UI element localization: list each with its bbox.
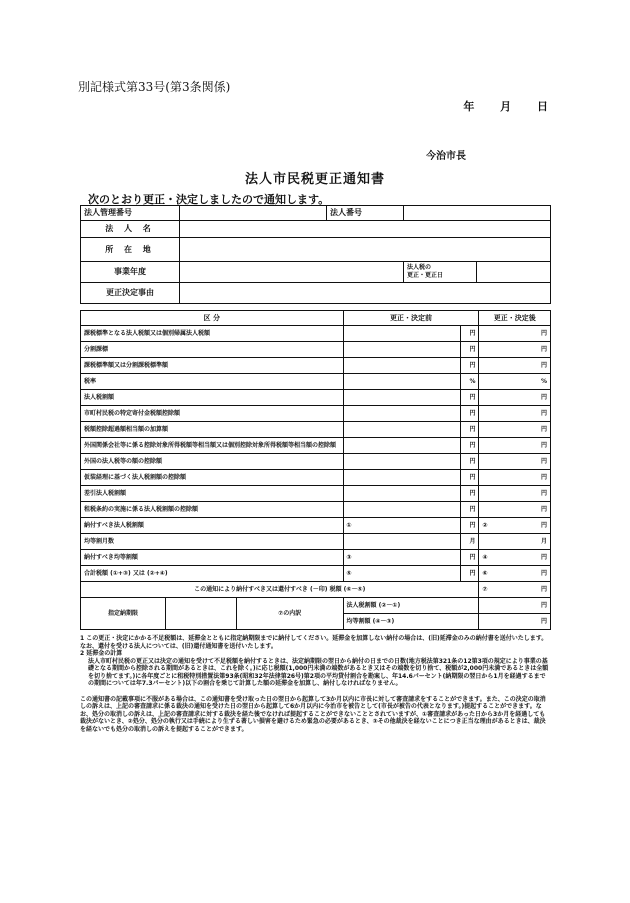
after-value — [479, 470, 551, 486]
row-label: 均等割月数 — [81, 534, 344, 550]
row-label: 外国関係会社等に係る控除対象所得税額等相当額又は個別控除対象所得税額等相当額の控除額 — [81, 438, 344, 454]
corp-name-label: 法 人 名 — [81, 221, 180, 238]
table-row — [81, 454, 551, 470]
row-label: 税率 — [81, 374, 344, 390]
before-value — [343, 326, 460, 342]
table-row — [81, 470, 551, 486]
corp-name-value — [180, 221, 551, 238]
after-value — [479, 406, 551, 422]
before-unit: 円 — [460, 406, 479, 422]
after-value — [479, 390, 551, 406]
table-row — [81, 358, 551, 374]
note-2-body: 法人市町村民税の更正又は決定の通知を受けて不足税額を納付するときは、法定納期限の翌日から納付の日までの日数(地方税法第321条の12第3項の規定により事業の基礎となる期間から控除される期間があるときは、これを除く。)に応じ税額(1,000円未満の端数があるとき又はその端数を切り捨て、税額が2,000円未満であるときは全額を切り捨てます。)に各年度ごとに租税特別措置法第93条(昭和32年法律第26号)第2項の平均貸付割合を勘案し、年14.6パーセント(納期限の翌日から1月を経過するまでの期間については年7.3パーセント)以下の割合を乗じて計算した額の延滞金を加算し、納付しなければなりません。 — [88, 657, 549, 687]
row-label: 分割課標 — [81, 342, 344, 358]
circled-number: ③ — [346, 553, 352, 561]
fiscal-year-value — [180, 262, 404, 283]
after-value — [479, 342, 551, 358]
row-label: 合計税額 (①+③) 又は (②+④) — [81, 566, 344, 582]
after-value — [479, 358, 551, 374]
after-unit: 円 — [540, 393, 547, 401]
before-value — [343, 390, 460, 406]
after-unit: 円 — [540, 441, 547, 449]
after-value — [479, 326, 551, 342]
table-row — [81, 502, 551, 518]
after-value — [479, 518, 551, 534]
table-row — [81, 374, 551, 390]
table-row — [81, 406, 551, 422]
page-title: 法人市民税更正通知書 — [244, 172, 385, 187]
date-year-label: 年 — [463, 100, 477, 113]
diff-label: この通知により納付すべき又は還付すべき (－印) 税額 (⑥－⑤) — [194, 585, 366, 593]
row-label: 課税標準となる法人税額又は個別帰属法人税額 — [81, 326, 344, 342]
breakdown-tax-unit: 円 — [479, 598, 551, 614]
circled-number: ⑤ — [346, 569, 352, 577]
corp-no-value — [404, 206, 551, 221]
before-unit: 円 — [460, 358, 479, 374]
date-month-label: 月 — [500, 100, 514, 113]
circled-number: ① — [346, 521, 352, 529]
address-label: 所 在 地 — [81, 238, 180, 262]
after-unit: 円 — [540, 329, 547, 337]
tax-date-label — [404, 262, 477, 283]
after-value — [479, 422, 551, 438]
table-row — [81, 486, 551, 502]
circled-number: ⑥ — [482, 569, 488, 577]
date-day-label: 日 — [537, 100, 550, 113]
after-unit: 円 — [540, 345, 547, 353]
table-row — [81, 534, 551, 550]
diff-unit: 円 — [540, 585, 547, 593]
before-value — [343, 534, 460, 550]
form-reference: 別記様式第33号(第3条関係) — [78, 80, 231, 94]
table-row — [81, 518, 551, 534]
after-unit: 円 — [540, 473, 547, 481]
table-row — [81, 342, 551, 358]
circled-number: ④ — [482, 553, 488, 561]
corp-mgmt-no-value — [180, 206, 327, 221]
after-unit: 円 — [540, 457, 547, 465]
after-value — [479, 566, 551, 582]
row-label: 課税標準額又は分割課税標準額 — [81, 358, 344, 374]
diff-circle: ⑦ — [482, 585, 488, 593]
before-value — [343, 342, 460, 358]
row-label: 税額控除超過額相当額の加算額 — [81, 422, 344, 438]
category-header: 区 分 — [81, 311, 344, 326]
after-unit: 円 — [540, 361, 547, 369]
before-value — [343, 358, 460, 374]
after-unit: 円 — [540, 569, 547, 577]
breakdown-equal-unit: 円 — [479, 614, 551, 630]
breakdown-tax-label: 法人税割額 (②－①) — [343, 598, 479, 614]
note-2-heading: 2 延滞金の計算 — [80, 650, 123, 657]
reason-value — [180, 283, 551, 304]
after-unit: % — [540, 377, 547, 385]
before-unit: 円 — [460, 502, 479, 518]
before-unit: 円 — [460, 566, 479, 582]
address-value — [180, 238, 551, 262]
table-row — [81, 438, 551, 454]
before-value — [343, 518, 460, 534]
before-value — [343, 374, 460, 390]
before-unit: 円 — [460, 454, 479, 470]
row-label: 市町村民税の特定寄付金税額控除額 — [81, 406, 344, 422]
after-unit: 円 — [540, 505, 547, 513]
before-unit: 円 — [460, 438, 479, 454]
row-label: 外国の法人税等の額の控除額 — [81, 454, 344, 470]
before-unit: 月 — [460, 534, 479, 550]
before-unit: % — [460, 374, 479, 390]
before-value — [343, 422, 460, 438]
before-value — [343, 406, 460, 422]
before-unit: 円 — [460, 486, 479, 502]
reason-label: 更正決定事由 — [81, 283, 180, 304]
circled-number: ② — [482, 521, 488, 529]
breakdown-equal-label: 均等割額 (④－③) — [343, 614, 479, 630]
before-value — [343, 438, 460, 454]
table-row — [81, 566, 551, 582]
after-unit: 円 — [540, 521, 547, 529]
after-value — [479, 438, 551, 454]
table-row — [81, 390, 551, 406]
table-row — [81, 326, 551, 342]
corp-no-label: 法人番号 — [327, 206, 404, 221]
deadline-label: 指定納期限 — [81, 598, 166, 630]
after-unit: 円 — [540, 489, 547, 497]
before-value — [343, 486, 460, 502]
row-label: 差引法人税割額 — [81, 486, 344, 502]
date-labels — [445, 98, 550, 114]
row-label: 法人税割額 — [81, 390, 344, 406]
intro-text: 次のとおり更正・決定しましたので通知します。 — [88, 193, 330, 206]
before-value — [343, 566, 460, 582]
issuer: 今治市長 — [426, 151, 466, 162]
before-unit: 円 — [460, 518, 479, 534]
after-unit: 円 — [540, 425, 547, 433]
before-value — [343, 502, 460, 518]
before-value — [343, 550, 460, 566]
tax-date-label-line1: 法人税の — [407, 264, 432, 272]
before-unit: 円 — [460, 342, 479, 358]
tax-date-label-line2: 更正・更正日 — [407, 272, 444, 279]
before-unit: 円 — [460, 550, 479, 566]
diff-value — [479, 582, 551, 598]
after-unit: 円 — [540, 409, 547, 417]
tax-table — [80, 310, 551, 630]
after-value — [479, 550, 551, 566]
after-unit: 月 — [540, 537, 547, 545]
after-value — [479, 502, 551, 518]
after-value — [479, 534, 551, 550]
table-row — [81, 550, 551, 566]
breakdown-label: ⑦の内訳 — [237, 598, 344, 630]
before-unit: 円 — [460, 422, 479, 438]
after-value — [479, 454, 551, 470]
before-unit: 円 — [460, 326, 479, 342]
notes — [80, 635, 550, 733]
fiscal-year-label: 事業年度 — [81, 262, 180, 283]
after-header: 更正・決定後 — [479, 311, 551, 326]
corp-mgmt-no-label: 法人管理番号 — [81, 206, 180, 221]
before-unit: 円 — [460, 470, 479, 486]
header-table — [80, 205, 551, 304]
row-label: 仮装経理に基づく法人税割額の控除額 — [81, 470, 344, 486]
before-header: 更正・決定前 — [343, 311, 479, 326]
after-unit: 円 — [540, 553, 547, 561]
before-unit: 円 — [460, 390, 479, 406]
row-label: 納付すべき均等割額 — [81, 550, 344, 566]
after-value — [479, 486, 551, 502]
tax-rows — [81, 326, 551, 582]
row-label: 租税条約の実施に係る法人税割額の控除額 — [81, 502, 344, 518]
row-label: 納付すべき法人税割額 — [81, 518, 344, 534]
appeal-notice: この通知書の記載事項に不服がある場合は、この通知書を受け取った日の翌日から起算して3か月以内に市長に対して審査請求をすることができます。また、この決定の取消しの訴えは、上記の審査請求に係る裁決の通知を受けた日の翌日から起算して6か月以内に今治市を被告として(市長が被告の代表となります。)提起することができます。なお、処分の取消しの訴えは、上記の審査請求に対する裁決を経た後でなければ提起することができないこととされていますが、①審査請求があった日から3か月を経過しても裁決がないとき、②処分、処分の執行又は手続により生ずる著しい損害を避けるため緊急の必要があるとき、③その他裁決を経ないことにつき正当な理由があるときは、裁決を経ないでも処分の取消しの訴えを提起することができます。 — [80, 695, 546, 733]
after-value — [479, 374, 551, 390]
deadline-value — [166, 598, 237, 630]
diff-row — [81, 582, 479, 598]
before-value — [343, 470, 460, 486]
tax-date-value — [477, 262, 551, 283]
before-value — [343, 454, 460, 470]
table-row — [81, 422, 551, 438]
note-1: 1 この更正・決定にかかる不足税額は、延滞金とともに指定納期限までに納付してください。延滞金を加算しない納付の場合は、(旧)延滞金のみの納付書を送付いたします。なお、還付を受ける法人については、(旧)還付通知書を送付いたします。 — [80, 635, 548, 650]
